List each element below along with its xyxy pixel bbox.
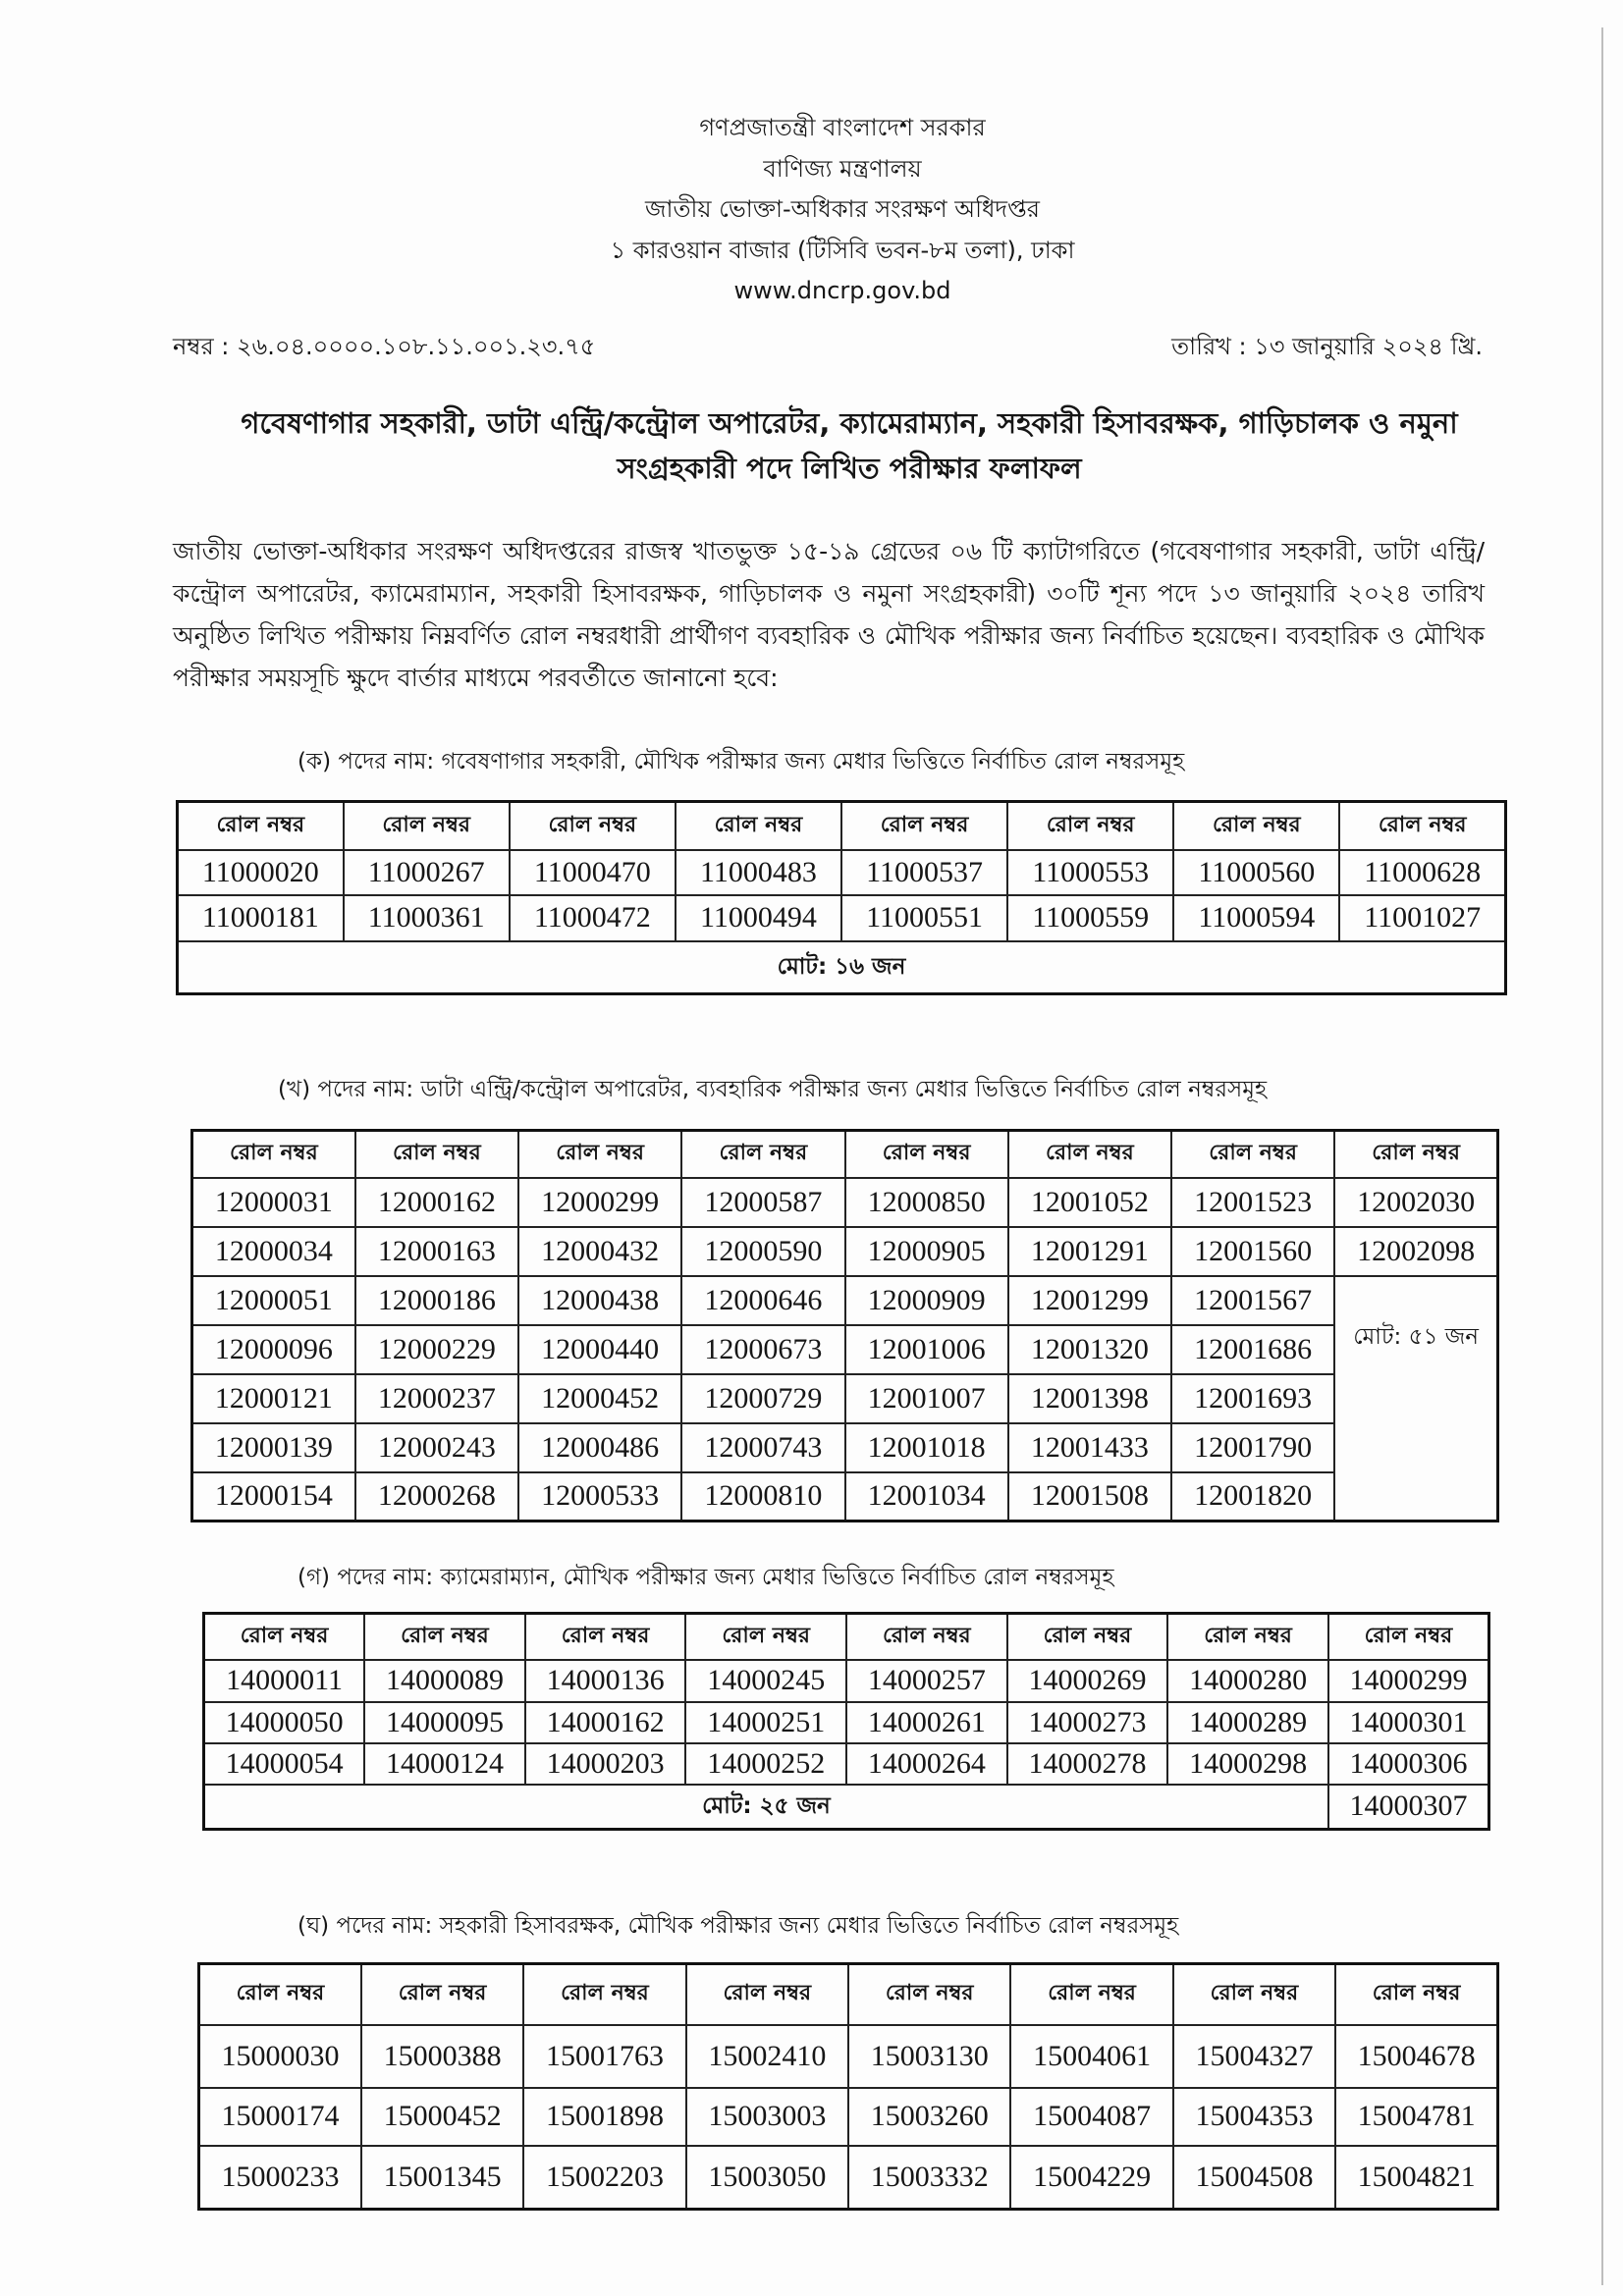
roll-number-cell: 12000186 [355, 1276, 518, 1325]
roll-number-cell: 15000030 [199, 2025, 361, 2088]
roll-number-cell: 12002030 [1334, 1178, 1497, 1227]
roll-number-cell: 11000553 [1007, 850, 1173, 895]
column-header: রোল নম্বর [1335, 1964, 1497, 2025]
website-link[interactable]: www.dncrp.gov.bd [733, 277, 951, 304]
roll-number-cell: 12001693 [1171, 1374, 1334, 1423]
total-count: মোট: ১৬ জন [178, 941, 1506, 994]
roll-number-cell: 14000095 [364, 1702, 525, 1743]
table-row [199, 2088, 1498, 2146]
section-caption-ga: (গ) পদের নাম: ক্যামেরাম্যান, মৌখিক পরীক্ষার জন্য মেধার ভিত্তিতে নির্বাচিত রোল নম্বরসমূহ [298, 1565, 1114, 1590]
roll-number-cell: 12000673 [681, 1325, 844, 1374]
table-row [178, 895, 1506, 941]
roll-number-cell: 14000162 [525, 1702, 686, 1743]
roll-number-cell: 11000267 [344, 850, 510, 895]
column-header: রোল নম্বর [525, 1614, 686, 1660]
roll-number-cell: 15003130 [848, 2025, 1010, 2088]
roll-number-cell: 14000280 [1167, 1660, 1328, 1702]
roll-number-cell: 11000560 [1173, 850, 1339, 895]
table-row [192, 1276, 1498, 1325]
roll-number-cell: 12000034 [192, 1227, 355, 1276]
scan-edge-line [1601, 27, 1603, 2285]
roll-number-cell: 15004781 [1335, 2088, 1497, 2146]
roll-number-cell: 12001567 [1171, 1276, 1334, 1325]
column-header: রোল নম্বর [361, 1964, 523, 2025]
roll-number-cell: 15001345 [361, 2146, 523, 2210]
column-header: রোল নম্বর [1328, 1614, 1489, 1660]
roll-number-cell: 14000301 [1328, 1702, 1489, 1743]
roll-number-cell: 11000483 [676, 850, 841, 895]
roll-number-cell: 12000154 [192, 1472, 355, 1522]
column-header: রোল নম্বর [841, 802, 1007, 850]
roll-number-cell: 15004353 [1173, 2088, 1335, 2146]
column-header: রোল নম্বর [344, 802, 510, 850]
column-header: রোল নম্বর [848, 1964, 1010, 2025]
roll-number-cell: 14000289 [1167, 1702, 1328, 1743]
roll-number-cell: 11000551 [841, 895, 1007, 941]
table-row [204, 1785, 1489, 1830]
column-header: রোল নম্বর [846, 1614, 1007, 1660]
roll-number-cell: 15001763 [523, 2025, 685, 2088]
roll-number-cell: 12001433 [1008, 1423, 1171, 1472]
roll-number-cell: 12001320 [1008, 1325, 1171, 1374]
roll-number-cell: 11000494 [676, 895, 841, 941]
roll-number-cell: 12001560 [1171, 1227, 1334, 1276]
roll-table-kha [190, 1129, 1499, 1522]
intro-paragraph: জাতীয় ভোক্তা-অধিকার সংরক্ষণ অধিদপ্তরের রাজস্ব খাতভুক্ত ১৫-১৯ গ্রেডের ০৬ টি ক্যাটাগরিতে (গবেষণাগার সহকারী, ডাটা এন্ট্রি/কন্ট্রোল অপারেটর, ক্যামেরাম্যান, সহকারী হিসাবরক্ষক, গাড়িচালক ও নমুনা সংগ্রহকারী) ৩০টি শূন্য পদে ১৩ জানুয়ারি ২০২৪ তারিখ অনুষ্ঠিত লিখিত পরীক্ষায় নিম্নবর্ণিত রোল নম্বরধারী প্রার্থীগণ ব্যবহারিক ও মৌখিক পরীক্ষার জন্য নির্বাচিত হয়েছেন। ব্যবহারিক ও মৌখিক পরীক্ষার সময়সূচি ক্ষুদে বার্তার মাধ্যমে পরবর্তীতে জানানো হবে: [173, 537, 1485, 692]
roll-number-cell: 12000452 [518, 1374, 681, 1423]
table-row [204, 1702, 1489, 1743]
letterhead [177, 108, 1508, 312]
roll-number-cell: 12001508 [1008, 1472, 1171, 1522]
column-header: রোল নম্বর [192, 1131, 355, 1178]
roll-number-cell: 12001299 [1008, 1276, 1171, 1325]
roll-number-cell: 12000729 [681, 1374, 844, 1423]
roll-number-cell: 15004327 [1173, 2025, 1335, 2088]
roll-number-cell: 14000136 [525, 1660, 686, 1702]
roll-number-cell: 14000252 [685, 1743, 846, 1785]
roll-number-cell: 12000268 [355, 1472, 518, 1522]
column-header: রোল নম্বর [1339, 802, 1505, 850]
memo-number: নম্বর : ২৬.০৪.০০০০.১০৮.১১.০০১.২৩.৭৫ [173, 333, 596, 360]
roll-number-cell: 15002410 [686, 2025, 848, 2088]
roll-number-cell: 12000051 [192, 1276, 355, 1325]
roll-number-cell: 12001291 [1008, 1227, 1171, 1276]
roll-number-cell: 12001523 [1171, 1178, 1334, 1227]
roll-number-cell: 11000472 [510, 895, 676, 941]
table-row [204, 1660, 1489, 1702]
roll-number-cell: 12001052 [1008, 1178, 1171, 1227]
column-header: রোল নম্বর [1008, 1131, 1171, 1178]
column-header: রোল নম্বর [364, 1614, 525, 1660]
roll-number-cell: 15003260 [848, 2088, 1010, 2146]
roll-number-cell: 15000174 [199, 2088, 361, 2146]
roll-number-cell: 12000486 [518, 1423, 681, 1472]
column-header: রোল নম্বর [355, 1131, 518, 1178]
table-row [192, 1227, 1498, 1276]
roll-number-cell: 15000452 [361, 2088, 523, 2146]
total-count: মোট: ২৫ জন [204, 1785, 1328, 1830]
roll-number-cell: 14000298 [1167, 1743, 1328, 1785]
roll-number-cell: 11000559 [1007, 895, 1173, 941]
roll-number-cell: 15000388 [361, 2025, 523, 2088]
roll-number-cell: 14000273 [1007, 1702, 1168, 1743]
column-header: রোল নম্বর [199, 1964, 361, 2025]
roll-number-cell: 14000257 [846, 1660, 1007, 1702]
roll-number-cell: 12000121 [192, 1374, 355, 1423]
table-row [192, 1374, 1498, 1423]
roll-number-cell: 12000590 [681, 1227, 844, 1276]
roll-number-cell: 12000299 [518, 1178, 681, 1227]
roll-number-cell: 15004087 [1010, 2088, 1172, 2146]
roll-number-cell: 12000237 [355, 1374, 518, 1423]
roll-number-cell: 15004508 [1173, 2146, 1335, 2210]
roll-number-cell: 12001034 [845, 1472, 1008, 1522]
roll-number-cell: 12001018 [845, 1423, 1008, 1472]
roll-number-cell: 11000537 [841, 850, 1007, 895]
column-header: রোল নম্বর [1007, 1614, 1168, 1660]
roll-number-cell: 12000743 [681, 1423, 844, 1472]
roll-number-cell: 12000163 [355, 1227, 518, 1276]
roll-number-cell: 15004678 [1335, 2025, 1497, 2088]
column-header: রোল নম্বর [518, 1131, 681, 1178]
roll-number-cell: 14000011 [204, 1660, 365, 1702]
column-header: রোল নম্বর [178, 802, 344, 850]
directorate-name: জাতীয় ভোক্তা-অধিকার সংরক্ষণ অধিদপ্তর [645, 195, 1040, 223]
roll-number-cell: 11000628 [1339, 850, 1505, 895]
roll-number-cell: 15002203 [523, 2146, 685, 2210]
section-caption-ka: (ক) পদের নাম: গবেষণাগার সহকারী, মৌখিক পরীক্ষার জন্য মেধার ভিত্তিতে নির্বাচিত রোল নম্বরসমূহ [298, 749, 1185, 774]
roll-number-cell: 14000245 [685, 1660, 846, 1702]
column-header: রোল নম্বর [1334, 1131, 1497, 1178]
section-caption-gha: (ঘ) পদের নাম: সহকারী হিসাবরক্ষক, মৌখিক পরীক্ষার জন্য মেধার ভিত্তিতে নির্বাচিত রোল নম্বরসমূহ [298, 1913, 1179, 1939]
roll-number-cell: 14000124 [364, 1743, 525, 1785]
roll-table-gha [197, 1962, 1499, 2211]
column-header: রোল নম্বর [1173, 802, 1339, 850]
roll-number-cell: 14000299 [1328, 1660, 1489, 1702]
roll-number-cell: 12001007 [845, 1374, 1008, 1423]
roll-number-cell: 15004821 [1335, 2146, 1497, 2210]
roll-number-cell: 12000909 [845, 1276, 1008, 1325]
table-row [192, 1472, 1498, 1522]
roll-number-cell: 14000278 [1007, 1743, 1168, 1785]
roll-number-cell: 12000243 [355, 1423, 518, 1472]
roll-number-cell: 14000261 [846, 1702, 1007, 1743]
roll-table-ga [202, 1612, 1490, 1831]
memo-line [173, 328, 1483, 365]
roll-number-cell: 12000096 [192, 1325, 355, 1374]
roll-number-cell: 12000646 [681, 1276, 844, 1325]
table-row [192, 1423, 1498, 1472]
roll-number-cell: 12001790 [1171, 1423, 1334, 1472]
roll-number-cell: 14000264 [846, 1743, 1007, 1785]
roll-number-cell: 12000229 [355, 1325, 518, 1374]
roll-number-cell: 15004061 [1010, 2025, 1172, 2088]
roll-number-cell: 15003050 [686, 2146, 848, 2210]
roll-number-cell: 12001686 [1171, 1325, 1334, 1374]
roll-number-cell: 12000440 [518, 1325, 681, 1374]
roll-number-cell: 11000594 [1173, 895, 1339, 941]
office-address: ১ কারওয়ান বাজার (টিসিবি ভবন-৮ম তলা), ঢাকা [610, 236, 1075, 264]
roll-number-cell: 14000307 [1328, 1785, 1489, 1830]
roll-number-cell: 12000905 [845, 1227, 1008, 1276]
roll-number-cell: 12000432 [518, 1227, 681, 1276]
roll-number-cell: 15003332 [848, 2146, 1010, 2210]
column-header: রোল নম্বর [1007, 802, 1173, 850]
column-header: রোল নম্বর [510, 802, 676, 850]
roll-number-cell: 12000438 [518, 1276, 681, 1325]
roll-number-cell: 15004229 [1010, 2146, 1172, 2210]
roll-number-cell: 12000850 [845, 1178, 1008, 1227]
roll-number-cell: 14000251 [685, 1702, 846, 1743]
roll-number-cell: 12001820 [1171, 1472, 1334, 1522]
roll-number-cell: 14000089 [364, 1660, 525, 1702]
roll-number-cell: 14000203 [525, 1743, 686, 1785]
roll-number-cell: 11001027 [1339, 895, 1505, 941]
column-header: রোল নম্বর [686, 1964, 848, 2025]
section-caption-kha: (খ) পদের নাম: ডাটা এন্ট্রি/কন্ট্রোল অপারেটর, ব্যবহারিক পরীক্ষার জন্য মেধার ভিত্তিতে নির্বাচিত রোল নম্বরসমূহ [278, 1077, 1268, 1102]
column-header: রোল নম্বর [1167, 1614, 1328, 1660]
table-row [192, 1178, 1498, 1227]
roll-number-cell: 11000020 [178, 850, 344, 895]
ministry-name: বাণিজ্য মন্ত্রণালয় [763, 154, 922, 183]
roll-number-cell: 15000233 [199, 2146, 361, 2210]
column-header: রোল নম্বর [1010, 1964, 1172, 2025]
roll-number-cell: 12000139 [192, 1423, 355, 1472]
column-header: রোল নম্বর [681, 1131, 844, 1178]
column-header: রোল নম্বর [676, 802, 841, 850]
roll-number-cell: 12001398 [1008, 1374, 1171, 1423]
roll-number-cell: 12000162 [355, 1178, 518, 1227]
roll-number-cell: 11000361 [344, 895, 510, 941]
roll-number-cell: 11000181 [178, 895, 344, 941]
roll-table-ka [176, 800, 1507, 995]
column-header: রোল নম্বর [845, 1131, 1008, 1178]
roll-number-cell: 14000306 [1328, 1743, 1489, 1785]
roll-number-cell: 14000269 [1007, 1660, 1168, 1702]
roll-number-cell: 11000470 [510, 850, 676, 895]
roll-number-cell: 12002098 [1334, 1227, 1497, 1276]
column-header: রোল নম্বর [685, 1614, 846, 1660]
column-header: রোল নম্বর [1173, 1964, 1335, 2025]
total-count: মোট: ৫১ জন [1334, 1276, 1497, 1522]
roll-number-cell: 12000587 [681, 1178, 844, 1227]
roll-number-cell: 12000533 [518, 1472, 681, 1522]
table-row [178, 850, 1506, 895]
column-header: রোল নম্বর [1171, 1131, 1334, 1178]
government-name: গণপ্রজাতন্ত্রী বাংলাদেশ সরকার [699, 114, 986, 141]
roll-number-cell: 14000050 [204, 1702, 365, 1743]
table-row [192, 1325, 1498, 1374]
roll-number-cell: 12001006 [845, 1325, 1008, 1374]
column-header: রোল নম্বর [204, 1614, 365, 1660]
roll-number-cell: 12000810 [681, 1472, 844, 1522]
column-header: রোল নম্বর [523, 1964, 685, 2025]
roll-number-cell: 15001898 [523, 2088, 685, 2146]
table-row [199, 2146, 1498, 2210]
roll-number-cell: 15003003 [686, 2088, 848, 2146]
document-title: গবেষণাগার সহকারী, ডাটা এন্ট্রি/কন্ট্রোল অপারেটর, ক্যামেরাম্যান, সহকারী হিসাবরক্ষক, গাড়িচালক ও নমুনা সংগ্রহকারী পদে লিখিত পরীক্ষার ফলাফল [241, 406, 1458, 485]
roll-number-cell: 12000031 [192, 1178, 355, 1227]
roll-number-cell: 14000054 [204, 1743, 365, 1785]
memo-date: তারিখ : ১৩ জানুয়ারি ২০২৪ খ্রি. [1171, 333, 1483, 360]
table-row [199, 2025, 1498, 2088]
table-row [204, 1743, 1489, 1785]
